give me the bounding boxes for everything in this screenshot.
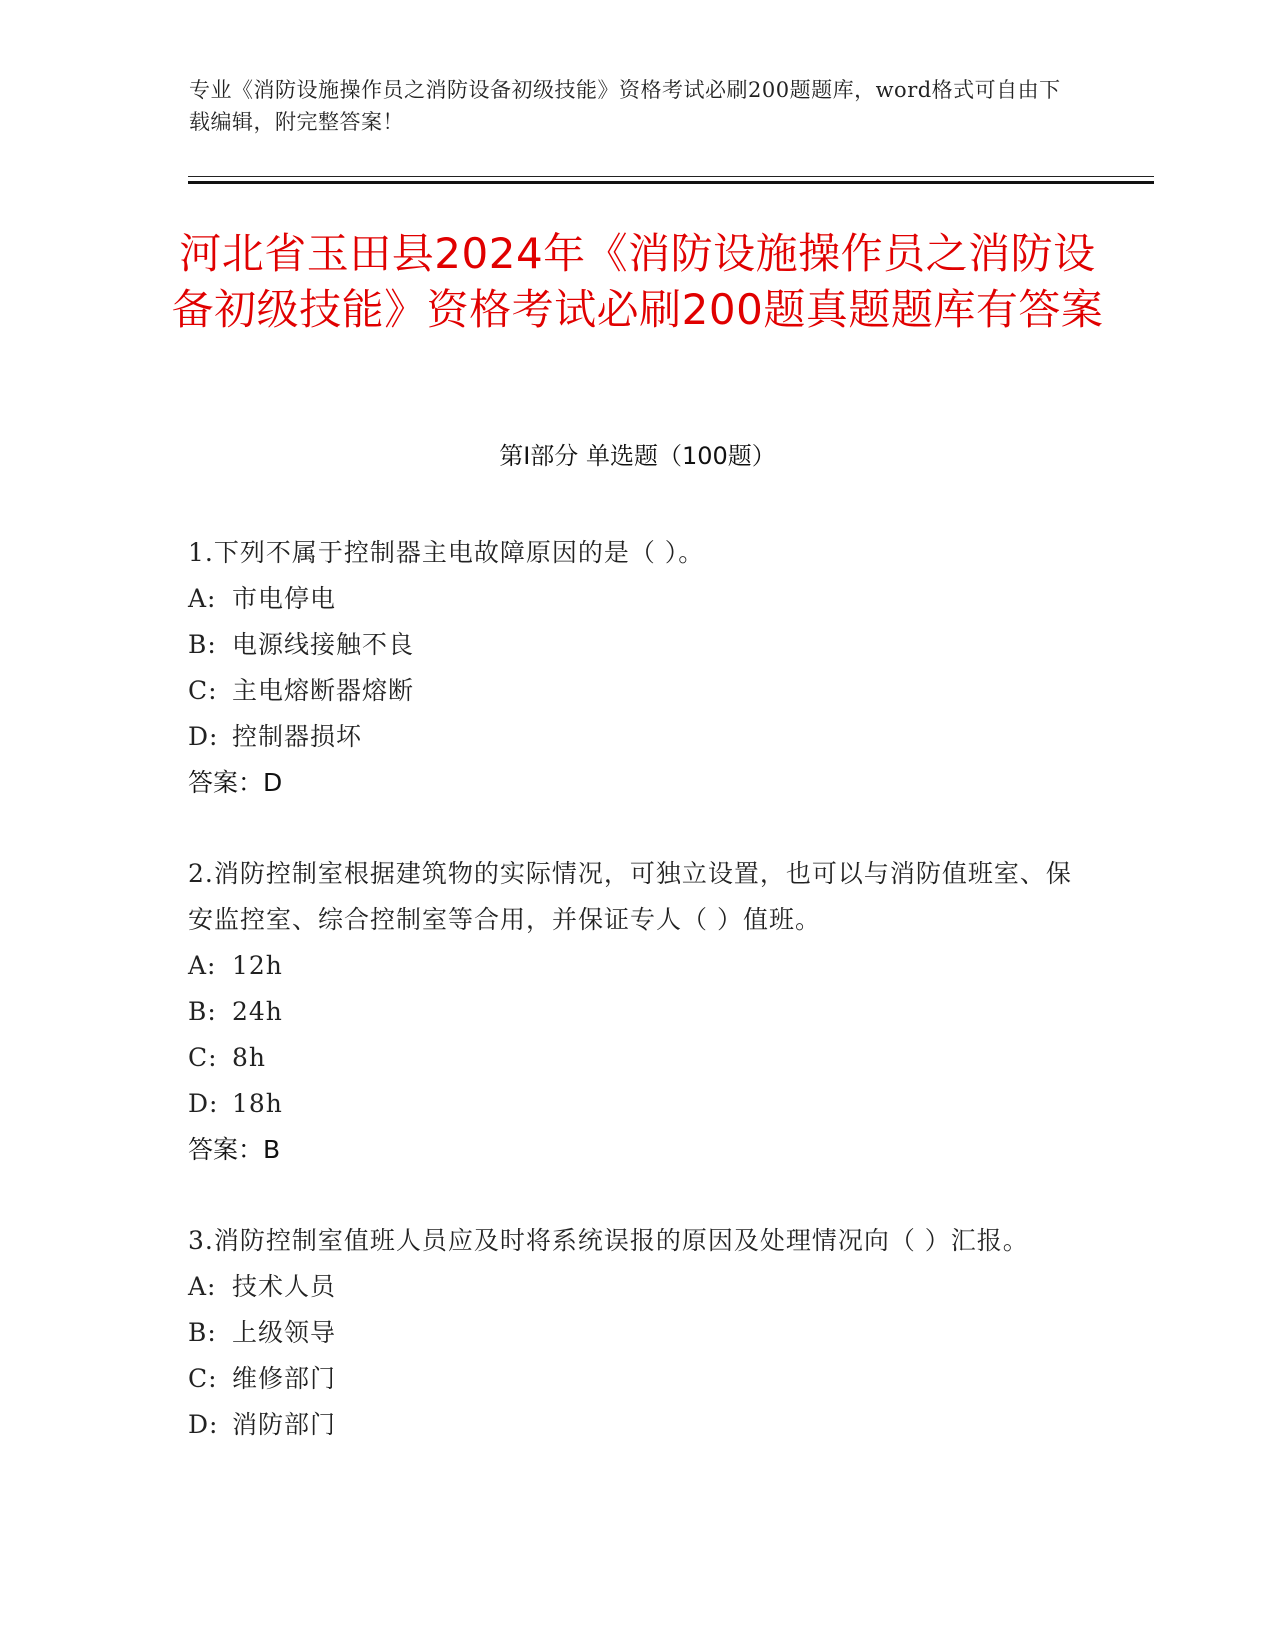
question-1 xyxy=(188,530,1088,806)
option-d xyxy=(188,1402,1088,1448)
question-stem: 3.消防控制室值班人员应及时将系统误报的原因及处理情况向（ ）汇报。 xyxy=(188,1226,1029,1255)
option-key: A: xyxy=(188,1272,217,1301)
option-key: C: xyxy=(188,676,218,705)
document-title: 河北省玉田县2024年《消防设施操作员之消防设备初级技能》资格考试必刷200题真题题库有答案 xyxy=(171,229,1104,334)
option-c xyxy=(188,1035,1088,1081)
option-text: 上级领导 xyxy=(232,1318,337,1347)
option-c xyxy=(188,668,1088,714)
question-3 xyxy=(188,1218,1088,1448)
option-text: 电源线接触不良 xyxy=(232,630,415,659)
option-key: B: xyxy=(188,997,217,1026)
option-text: 控制器损坏 xyxy=(232,722,363,751)
option-text: 主电熔断器熔断 xyxy=(232,676,415,705)
question-stem: 1.下列不属于控制器主电故障原因的是（ ）。 xyxy=(188,538,705,567)
option-key: A: xyxy=(188,951,217,980)
question-stem: 2.消防控制室根据建筑物的实际情况，可独立设置，也可以与消防值班室、保安监控室、综合控制室等合用，并保证专人（ ）值班。 xyxy=(188,859,1072,934)
option-text: 消防部门 xyxy=(232,1410,337,1439)
header-divider-thin xyxy=(188,176,1154,177)
option-b xyxy=(188,989,1088,1035)
option-a xyxy=(188,1264,1088,1310)
answer-line: 答案：D xyxy=(188,768,283,797)
option-text: 24h xyxy=(232,997,283,1026)
header-note: 专业《消防设施操作员之消防设备初级技能》资格考试必刷200题题库，word格式可自由下载编辑，附完整答案！ xyxy=(189,78,1061,134)
option-d xyxy=(188,1081,1088,1127)
option-key: D: xyxy=(188,722,219,751)
option-text: 18h xyxy=(232,1089,283,1118)
question-list xyxy=(188,530,1088,1493)
option-key: D: xyxy=(188,1089,219,1118)
answer-line: 答案：B xyxy=(188,1135,281,1164)
option-text: 技术人员 xyxy=(232,1272,337,1301)
option-key: B: xyxy=(188,630,217,659)
option-b xyxy=(188,1310,1088,1356)
option-key: C: xyxy=(188,1364,218,1393)
option-b xyxy=(188,622,1088,668)
option-key: C: xyxy=(188,1043,218,1072)
option-c xyxy=(188,1356,1088,1402)
option-d xyxy=(188,714,1088,760)
option-key: A: xyxy=(188,584,217,613)
option-key: D: xyxy=(188,1410,219,1439)
option-text: 8h xyxy=(232,1043,267,1072)
question-2 xyxy=(188,851,1088,1173)
option-key: B: xyxy=(188,1318,217,1347)
option-text: 维修部门 xyxy=(232,1364,337,1393)
option-text: 市电停电 xyxy=(232,584,337,613)
option-a xyxy=(188,943,1088,989)
option-a xyxy=(188,576,1088,622)
header-divider-thick xyxy=(188,181,1154,184)
section-title: 第Ⅰ部分 单选题（100题） xyxy=(499,442,776,470)
option-text: 12h xyxy=(232,951,283,980)
